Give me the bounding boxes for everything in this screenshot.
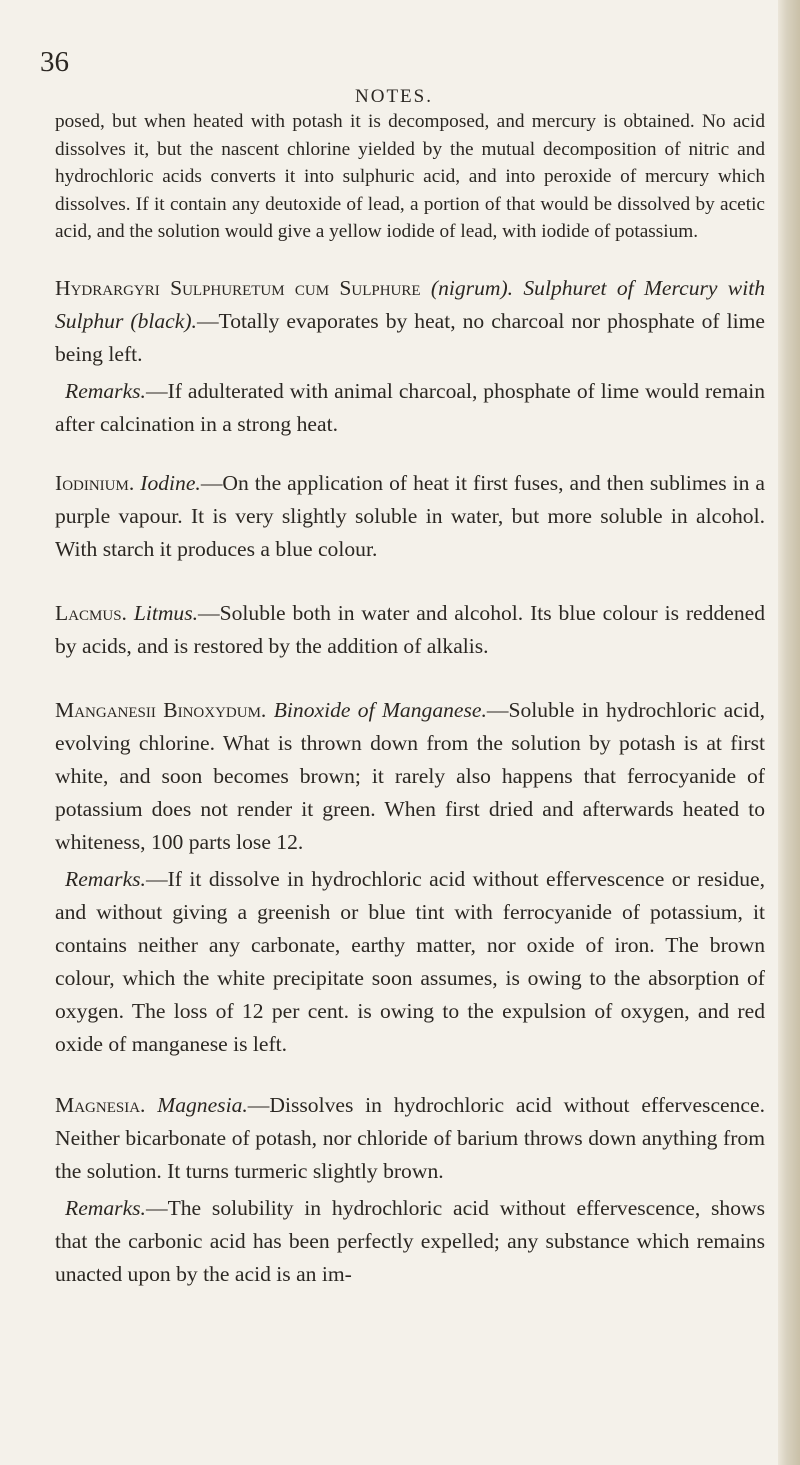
remarks-paragraph [55,863,765,1061]
entry-body: —Totally evaporates by heat, no charcoal nor phosphate of lime being left. [55,308,765,366]
page-header [40,46,760,107]
remarks-paragraph [55,375,765,441]
text-column [55,108,765,1322]
entry-paragraph [55,467,765,566]
running-head: NOTES. [355,86,433,107]
latin-qualifier: (nigrum). [430,275,514,300]
english-qualifier: (black). [130,308,197,333]
entry-continuation [55,108,765,246]
entry-iodinium [55,467,765,566]
entry-body: —Dissolves in hydrochloric acid without effervescence. Neither bicarbonate of potash, nor chloride of barium throws down anything from the solution. It turns turmeric slightly brown. [55,1092,765,1183]
latin-name: Manganesii Binoxydum. [55,697,267,722]
entry-lacmus [55,597,765,663]
english-name: Binoxide of Manganese. [273,697,487,722]
latin-name: Hydrargyri Sulphuretum cum Sulphure [55,275,421,300]
entry-body: —Soluble both in water and alcohol. Its blue colour is reddened by acids, and is restored by the addition of alkalis. [55,600,765,658]
latin-name: Magnesia. [55,1092,146,1117]
page-number: 36 [40,46,69,78]
remarks-text: —If adulterated with animal charcoal, phosphate of lime would remain after calcination in a strong heat. [55,378,765,436]
entry-body: posed, but when heated with potash it is decomposed, and mercury is obtained. No acid dissolves it, but the nascent chlorine yielded by the mutual decomposition of nitric and hydrochloric acids converts it into sulphuric acid, and into peroxide of mercury which dissolves. If it contain any deutoxide of lead, a portion of that would be dissolved by acetic acid, and the solution would give a yellow iodide of lead, with iodide of potassium. [55,111,765,242]
entry-paragraph [55,272,765,371]
remarks-label: Remarks. [65,1195,146,1220]
entry-body: —Soluble in hydrochloric acid, evolving chlorine. What is thrown down from the solution by potash is at first white, and soon becomes brown; it rarely also happens that ferrocyanide of potassium does not render it green. When first dried and afterwards heated to whiteness, 100 parts lose 12. [55,697,765,854]
english-name: Litmus. [133,600,199,625]
entry-body: —On the application of heat it first fuses, and then sublimes in a purple vapour. It is very slightly soluble in water, but more soluble in alcohol. With starch it produces a blue colour. [55,470,765,561]
remarks-text: —The solubility in hydrochloric acid without effervescence, shows that the carbonic acid has been perfectly expelled; any substance which remains unacted upon by the acid is an im- [55,1195,765,1286]
remarks-label: Remarks. [65,866,146,891]
english-name: Sulphuret of Mercury with Sulphur [55,275,765,333]
entry-magnesia [55,1089,765,1291]
remarks-paragraph [55,1192,765,1291]
english-name: Iodine. [140,470,201,495]
latin-name: Lacmus. [55,600,127,625]
entry-manganesii [55,694,765,1061]
entry-paragraph [55,597,765,663]
page-edge-shadow [778,0,800,1465]
remarks-text: —If it dissolve in hydrochloric acid without effervescence or residue, and without giving a greenish or blue tint with ferrocyanide of potassium, it contains neither any carbonate, earthy matter, nor oxide of iron. The brown colour, which the white precipitate soon assumes, is owing to the absorption of oxygen. The loss of 12 per cent. is owing to the expulsion of oxygen, and red oxide of manganese is left. [55,866,765,1056]
entry-paragraph [55,694,765,859]
entry-paragraph [55,1089,765,1188]
english-name: Magnesia. [157,1092,248,1117]
entry-hydrargyri [55,272,765,441]
remarks-label: Remarks. [65,378,146,403]
latin-name: Iodinium. [55,470,135,495]
